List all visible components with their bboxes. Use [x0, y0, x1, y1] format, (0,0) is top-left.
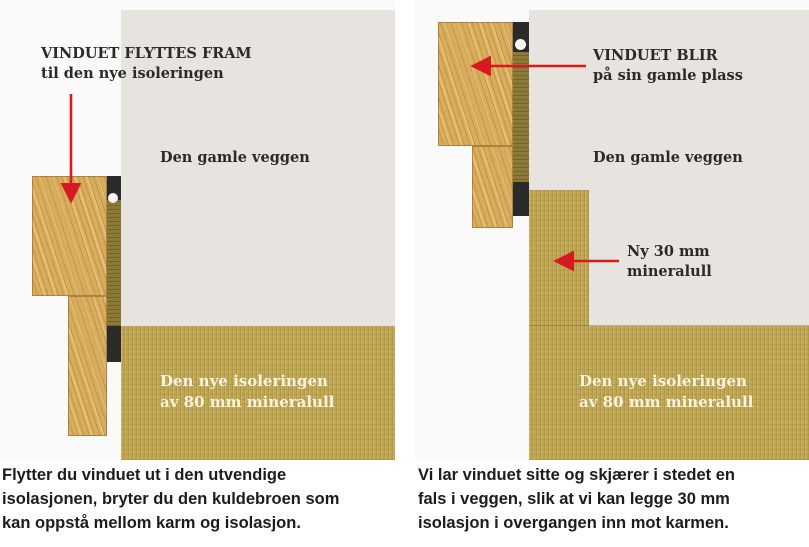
left-caption-line2: isolasjonen, bryter du den kuldebroen som [2, 490, 340, 508]
new-strip-label [627, 242, 712, 282]
new-30mm-insulation [529, 190, 589, 326]
left-caption-line3: kan oppstå mellom karm og isolasjon. [2, 514, 301, 532]
bottom-seal [107, 326, 121, 362]
right-caption-line2: fals i veggen, slik at vi kan legge 30 mm [418, 490, 730, 508]
right-caption [418, 463, 735, 535]
stays-window-subtitle: på sin gamle plass [593, 67, 743, 84]
left-diagram [0, 0, 395, 460]
old-wall-label: Den gamle veggen [160, 149, 310, 166]
window-frame-upper [32, 176, 107, 296]
new-insulation-line1: Den nye isoleringen [579, 372, 747, 390]
stays-window-title: VINDUET BLIR [593, 47, 718, 64]
bottom-seal [513, 182, 529, 216]
new-insulation-label [579, 371, 753, 413]
seal-dot [108, 193, 118, 203]
right-diagram [415, 0, 809, 460]
new-insulation-line2: av 80 mm mineralull [160, 393, 335, 411]
right-caption-line1: Vi lar vinduet sitte og skjærer i stedet en [418, 466, 735, 484]
new-insulation-line1: Den nye isoleringen [160, 372, 328, 390]
moved-window-label [41, 44, 252, 84]
old-wall-label: Den gamle veggen [593, 149, 743, 166]
right-caption-line3: isolasjon i overgangen inn mot karmen. [418, 514, 729, 532]
window-frame-lower [68, 296, 107, 436]
new-insulation-label [160, 371, 334, 413]
new-insulation-line2: av 80 mm mineralull [579, 393, 754, 411]
moved-window-title: VINDUET FLYTTES FRAM [41, 45, 252, 62]
left-caption-line1: Flytter du vinduet ut i den utvendige [2, 466, 287, 484]
seal-dot [515, 39, 526, 50]
new-strip-line1: Ny 30 mm [627, 243, 710, 260]
window-frame-upper [438, 22, 513, 146]
new-strip-line2: mineralull [627, 263, 712, 280]
stays-window-label [593, 46, 743, 86]
frame-insulation-strip [107, 200, 121, 326]
window-frame-lower [472, 146, 513, 228]
moved-window-subtitle: til den nye isoleringen [41, 65, 224, 82]
left-caption [2, 463, 339, 535]
insulation-seam [529, 325, 809, 326]
